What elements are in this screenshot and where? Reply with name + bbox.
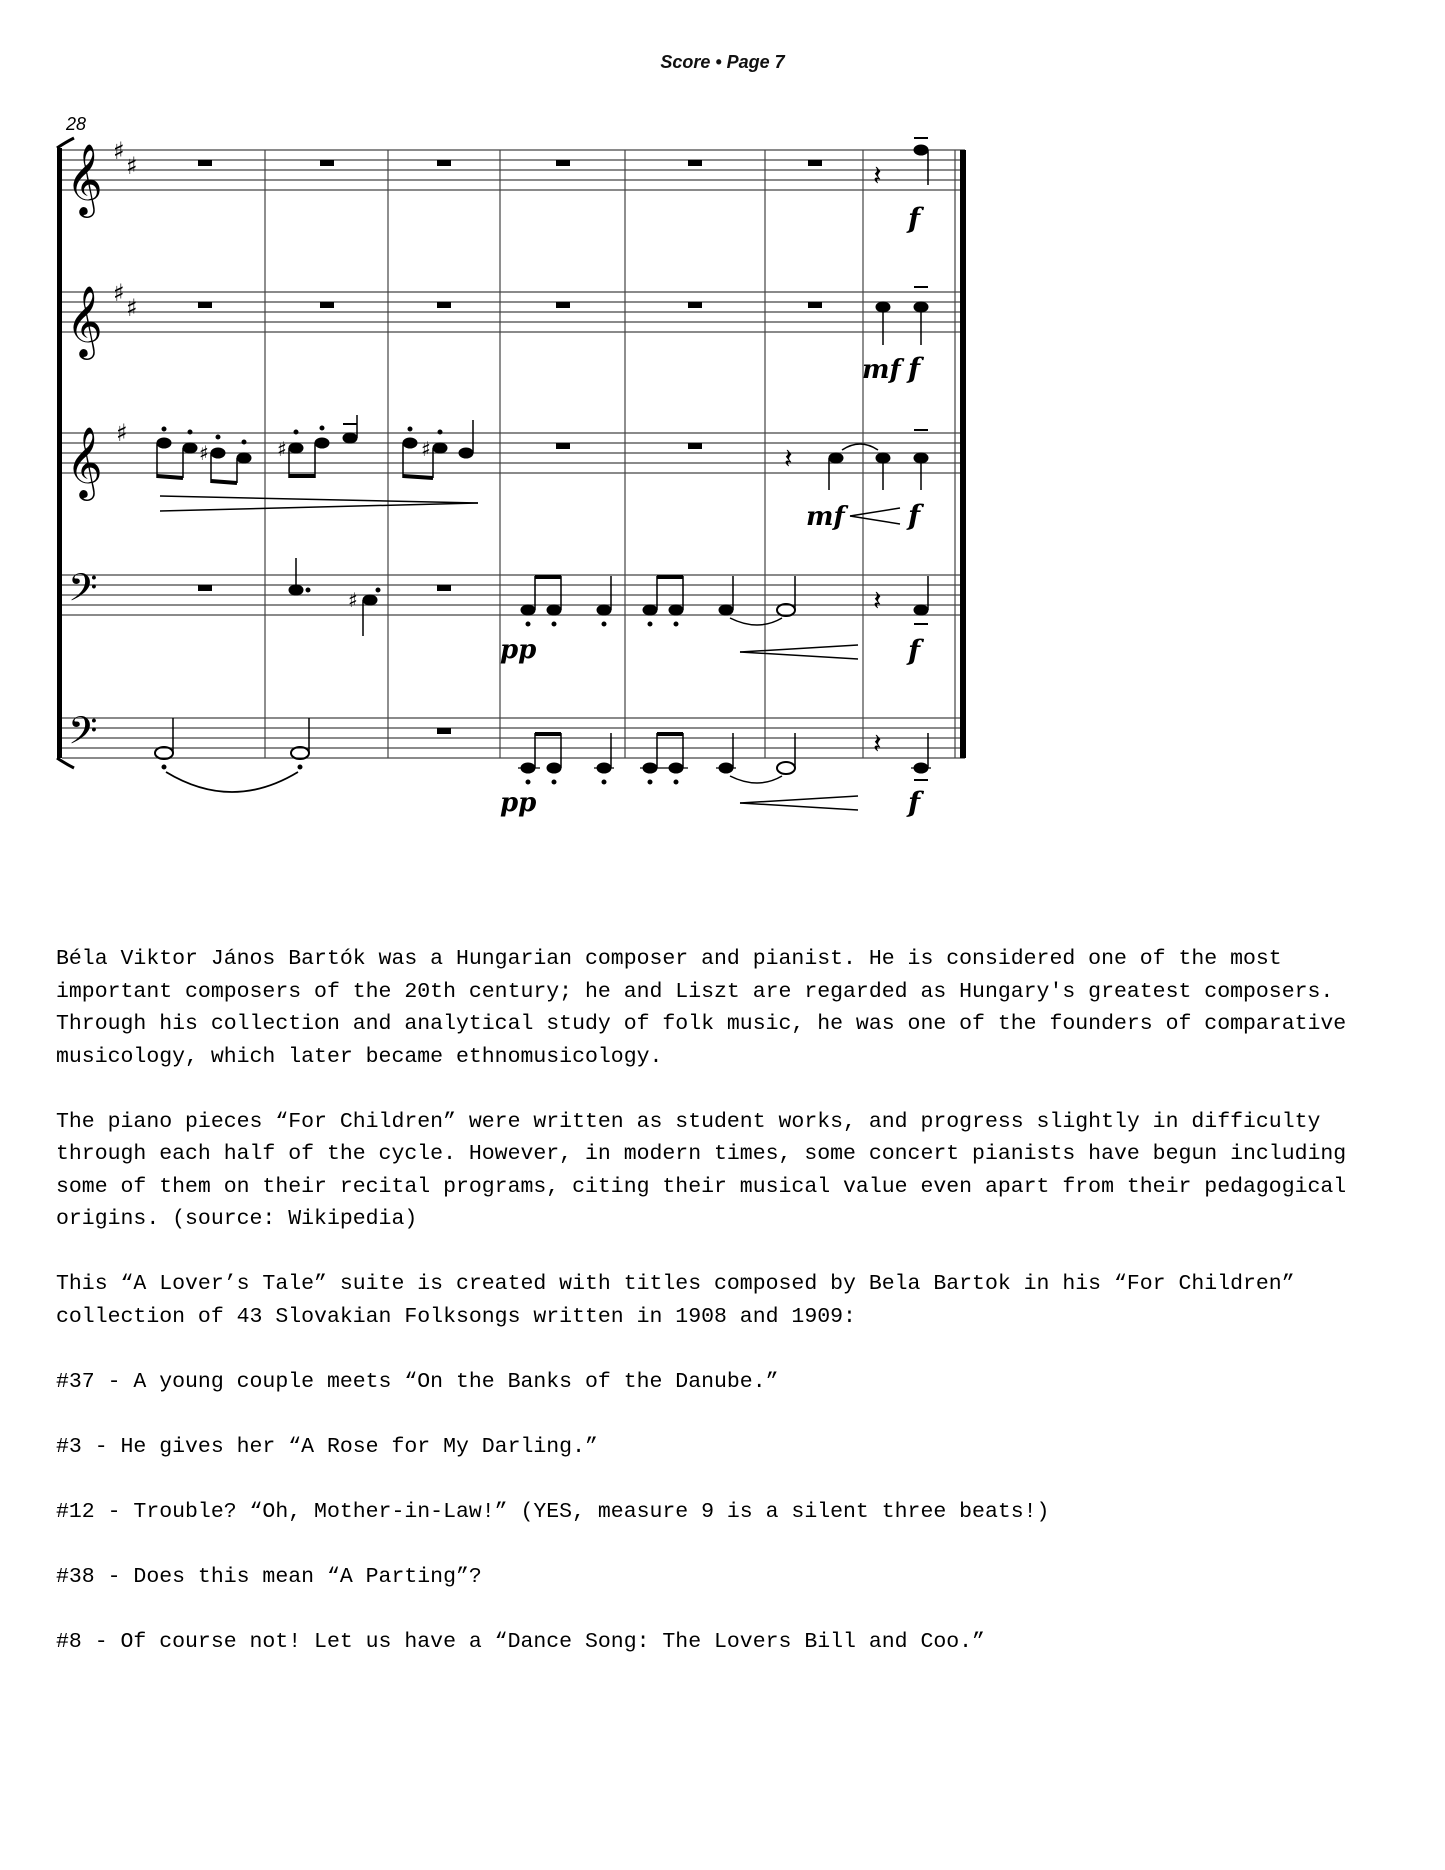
notes-staff-1	[914, 138, 928, 185]
measure-number: 28	[66, 114, 87, 134]
treble-clef-icon: 𝄞	[66, 284, 103, 357]
svg-text:♯: ♯	[126, 152, 138, 180]
treble-clef-icon: 𝄞	[66, 142, 103, 215]
music-score	[0, 0, 1445, 840]
list-item: #8 - Of course not! Let us have a “Dance Song: The Lovers Bill and Coo.”	[56, 1629, 985, 1654]
svg-text:♯: ♯	[277, 437, 287, 461]
list-item: #37 - A young couple meets “On the Banks of the Danube.”	[56, 1369, 779, 1394]
dynamic-f: f	[908, 786, 921, 819]
paragraph-for-children: The piano pieces “For Children” were written as student works, and progress slightly in difficulty through each half of the cycle. However, in modern times, some concert pianists have begun including some of them on their recital programs, citing their musical value even apart from their pedagogical origins. (source: Wikipedia)	[56, 1109, 1347, 1231]
bass-clef-icon: 𝄢	[68, 565, 98, 619]
svg-text:♯: ♯	[113, 279, 125, 307]
slur-arc	[166, 772, 298, 792]
bass-clef-icon: 𝄢	[68, 708, 98, 762]
svg-text:𝄽: 𝄽	[873, 159, 882, 192]
list-item: #12 - Trouble? “Oh, Mother-in-Law!” (YES, measure 9 is a silent three beats!)	[56, 1499, 1050, 1524]
notes-staff-4	[289, 558, 928, 636]
hairpin-crescendo	[740, 645, 858, 659]
dynamic-f: f	[908, 634, 921, 667]
svg-text:♯: ♯	[116, 419, 128, 447]
dynamic-mf: mf	[806, 502, 845, 532]
tie-arc	[730, 618, 782, 625]
page-header: Score • Page 7	[660, 52, 785, 72]
treble-clef-icon: 𝄞	[66, 425, 103, 498]
staff-1	[62, 150, 965, 190]
notes-staff-2	[876, 287, 928, 345]
list-item: #38 - Does this mean “A Parting”?	[56, 1564, 482, 1589]
staff-5	[62, 718, 965, 758]
hairpin-decrescendo	[160, 496, 478, 511]
svg-text:𝄽: 𝄽	[873, 727, 882, 760]
svg-text:♯: ♯	[199, 441, 209, 465]
svg-text:𝄽: 𝄽	[873, 584, 882, 617]
staff-2	[62, 292, 965, 332]
list-item: #3 - He gives her “A Rose for My Darling.”	[56, 1434, 598, 1459]
svg-text:♯: ♯	[113, 137, 125, 165]
dynamic-f: f	[908, 202, 921, 235]
tie-arc	[842, 444, 878, 450]
final-barline	[960, 150, 966, 758]
paragraph-bio: Béla Viktor János Bartók was a Hungarian composer and pianist. He is considered one of the most important composers of the 20th century; he and Liszt are regarded as Hungary's greatest composers. Through his collection and analytical study of folk music, he was one of the founders of comparative musicology, which later became ethnomusicology.	[56, 947, 1347, 1069]
paragraph-suite-intro: This “A Lover’s Tale” suite is created with titles composed by Bela Bartok in his “For Children” collection of 43 Slovakian Folksongs written in 1908 and 1909:	[56, 1272, 1295, 1329]
svg-text:♯: ♯	[126, 294, 138, 322]
dynamic-pp: pp	[500, 635, 537, 665]
dynamic-f: f	[908, 352, 921, 385]
staff-4	[62, 575, 965, 615]
svg-text:♯: ♯	[421, 437, 431, 461]
hairpin-crescendo	[740, 796, 858, 810]
barlines	[265, 150, 955, 758]
dynamic-mf: mf	[862, 355, 901, 385]
dynamic-f: f	[908, 499, 921, 532]
hairpin-crescendo	[850, 508, 900, 524]
sharp-icon: ♯	[348, 588, 358, 612]
svg-text:𝄽: 𝄽	[784, 442, 793, 475]
dynamic-pp: pp	[500, 788, 537, 818]
body-text	[56, 943, 1396, 1691]
tie-arc	[730, 776, 782, 783]
